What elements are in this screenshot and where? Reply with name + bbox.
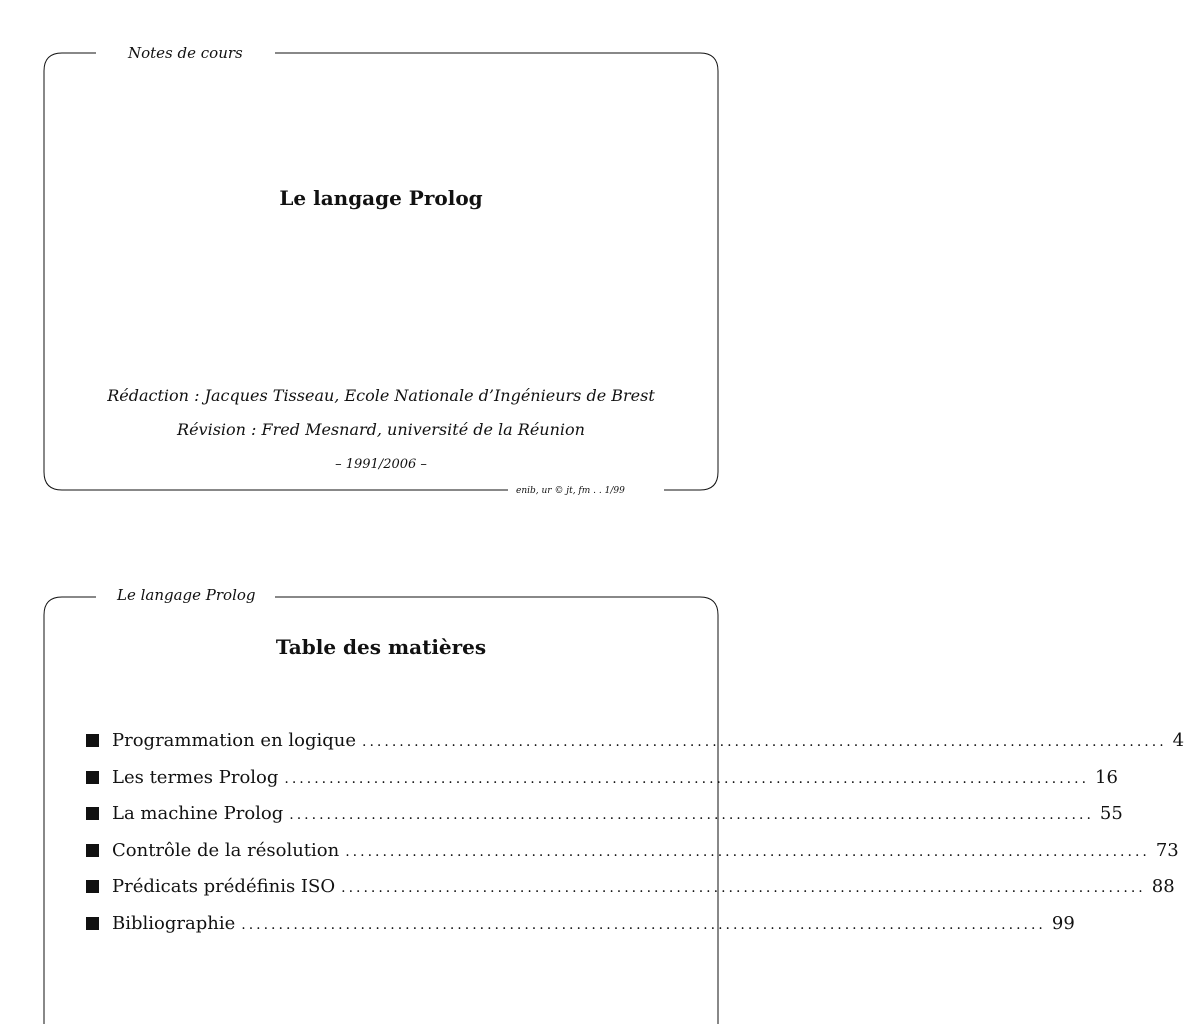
toc-item-page: 55	[1099, 803, 1123, 824]
toc-item-page: 88	[1151, 876, 1175, 897]
table-of-contents	[86, 730, 1184, 949]
credit-redaction: Rédaction : Jacques Tisseau, Ecole Nationale d’Ingénieurs de Brest	[107, 386, 655, 405]
square-bullet-icon	[86, 771, 99, 784]
toc-item-label: Programmation en logique	[112, 730, 357, 751]
toc-item-page: 73	[1155, 839, 1179, 861]
square-bullet-icon	[86, 844, 99, 857]
slide-2-header: Le langage Prolog	[117, 586, 256, 604]
slide-1-header: Notes de cours	[128, 44, 243, 62]
toc-item-page: 16	[1095, 766, 1118, 788]
square-bullet-icon	[86, 880, 99, 893]
toc-leader-dots: ............................................................................................................	[241, 916, 1046, 933]
toc-item-page: 99	[1051, 912, 1075, 934]
toc-item[interactable]	[86, 876, 1175, 913]
square-bullet-icon	[86, 807, 99, 820]
toc-item[interactable]	[86, 766, 1118, 804]
toc-item-label: Prédicats prédéfinis ISO	[112, 876, 336, 897]
toc-item[interactable]	[86, 839, 1179, 877]
toc-item-label: La machine Prolog	[112, 803, 284, 824]
toc-item-label: Bibliographie	[112, 912, 236, 934]
toc-item-page: 4	[1172, 730, 1184, 751]
toc-leader-dots: ............................................................................................................	[284, 770, 1090, 787]
square-bullet-icon	[86, 734, 99, 747]
toc-item-label: Les termes Prolog	[112, 766, 279, 788]
toc-leader-dots: ............................................................................................................	[341, 880, 1146, 896]
toc-leader-dots: ............................................................................................................	[289, 807, 1094, 823]
toc-item[interactable]	[86, 912, 1075, 950]
slide-1-title: Le langage Prolog	[279, 186, 483, 210]
years: – 1991/2006 –	[335, 457, 427, 472]
square-bullet-icon	[86, 917, 99, 930]
toc-title: Table des matières	[275, 635, 487, 659]
toc-leader-dots: ............................................................................................................	[362, 734, 1167, 750]
toc-item[interactable]	[86, 803, 1123, 840]
toc-leader-dots: ............................................................................................................	[345, 843, 1150, 860]
slide-1-footer: enib, ur © jt, fm . . 1/99	[512, 485, 629, 497]
toc-item[interactable]	[86, 730, 1184, 767]
credit-revision: Révision : Fred Mesnard, université de la Réunion	[177, 420, 585, 439]
toc-item-label: Contrôle de la résolution	[112, 839, 340, 861]
